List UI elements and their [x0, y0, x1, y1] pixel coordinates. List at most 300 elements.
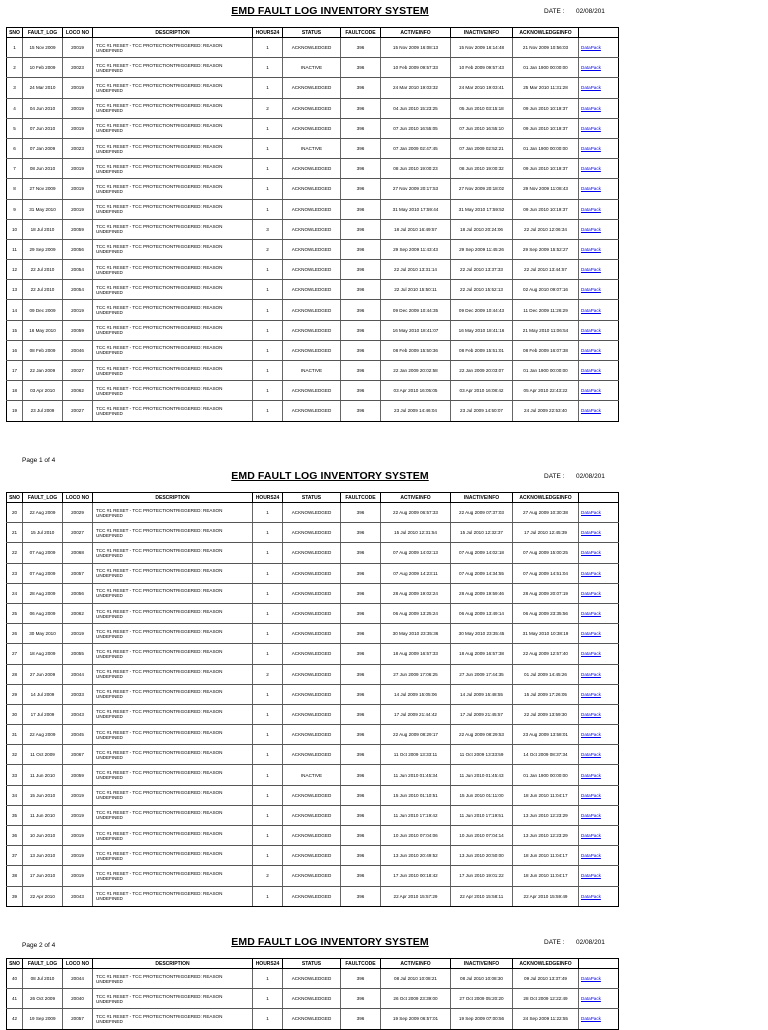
datapack-link[interactable]: DataPack — [579, 725, 619, 745]
description-cell: TCC #1 RESET - TCC PROTECTIONTRIGGERED: REASON UNDEFINED — [93, 38, 253, 58]
sno-cell: 6 — [7, 138, 23, 158]
hours-cell: 2 — [253, 866, 283, 886]
faultcode-cell: 396 — [341, 989, 381, 1009]
fault-log-cell: 22 Aug 2009 — [23, 503, 63, 523]
inactiveinfo-cell: 15 Nov 2009 16:14:48 — [451, 38, 513, 58]
loco-no-cell: 20059 — [63, 765, 93, 785]
hours-cell: 1 — [253, 280, 283, 300]
datapack-link[interactable]: DataPack — [579, 543, 619, 563]
date-label: DATE : — [544, 8, 565, 15]
inactiveinfo-cell: 11 Jun 2010 01:45:43 — [451, 765, 513, 785]
activeinfo-cell: 03 Apr 2010 16:05:05 — [381, 381, 451, 401]
faultcode-cell: 396 — [341, 765, 381, 785]
faultcode-cell: 396 — [341, 684, 381, 704]
col-sno-header: SNO — [7, 493, 23, 503]
description-cell: TCC #1 RESET - TCC PROTECTIONTRIGGERED: REASON UNDEFINED — [93, 340, 253, 360]
sno-cell: 1 — [7, 38, 23, 58]
hours-cell: 2 — [253, 98, 283, 118]
datapack-link[interactable]: DataPack — [579, 260, 619, 280]
description-cell: TCC #1 RESET - TCC PROTECTIONTRIGGERED: REASON UNDEFINED — [93, 118, 253, 138]
datapack-link[interactable]: DataPack — [579, 401, 619, 421]
faultcode-cell: 396 — [341, 664, 381, 684]
sno-cell: 17 — [7, 361, 23, 381]
datapack-link[interactable]: DataPack — [579, 989, 619, 1009]
description-cell: TCC #1 RESET - TCC PROTECTIONTRIGGERED: REASON UNDEFINED — [93, 805, 253, 825]
faultcode-cell: 396 — [341, 785, 381, 805]
fault-log-cell: 27 Nov 2009 — [23, 179, 63, 199]
hours-cell: 1 — [253, 523, 283, 543]
fault-log-cell: 30 May 2010 — [23, 624, 63, 644]
acknowledgeinfo-cell: 09 Jul 2010 13:37:49 — [513, 969, 579, 989]
sno-cell: 30 — [7, 704, 23, 724]
status-cell: ACKNOWLEDGED — [283, 563, 341, 583]
fault-log-cell: 08 Jul 2010 — [23, 969, 63, 989]
inactiveinfo-cell: 17 Jul 2009 21:45:57 — [451, 704, 513, 724]
sno-cell: 33 — [7, 765, 23, 785]
loco-no-cell: 20040 — [63, 989, 93, 1009]
datapack-link[interactable]: DataPack — [579, 300, 619, 320]
hours-cell: 1 — [253, 199, 283, 219]
fault-log-cell: 22 Aug 2009 — [23, 725, 63, 745]
activeinfo-cell: 30 May 2010 23:35:36 — [381, 624, 451, 644]
loco-no-cell: 20033 — [63, 684, 93, 704]
table-row — [7, 866, 619, 886]
datapack-link[interactable]: DataPack — [579, 361, 619, 381]
fault-log-cell: 22 Jan 2009 — [23, 361, 63, 381]
col-link-header — [579, 28, 619, 38]
table-row — [7, 300, 619, 320]
inactiveinfo-cell: 07 Aug 2009 14:02:18 — [451, 543, 513, 563]
fault-log-cell: 13 Jun 2010 — [23, 846, 63, 866]
table-row — [7, 320, 619, 340]
faultcode-cell: 396 — [341, 583, 381, 603]
status-cell: ACKNOWLEDGED — [283, 98, 341, 118]
fault-log-cell: 10 Jun 2010 — [23, 826, 63, 846]
loco-no-cell: 20057 — [63, 1009, 93, 1029]
table-row — [7, 583, 619, 603]
datapack-link[interactable]: DataPack — [579, 503, 619, 523]
col-acknowledgeinfo-header: ACKNOWLEDGEINFO — [513, 493, 579, 503]
activeinfo-cell: 06 Aug 2009 13:25:24 — [381, 603, 451, 623]
description-cell: TCC #1 RESET - TCC PROTECTIONTRIGGERED: REASON UNDEFINED — [93, 846, 253, 866]
inactiveinfo-cell: 28 Aug 2009 19:59:46 — [451, 583, 513, 603]
datapack-link[interactable]: DataPack — [579, 199, 619, 219]
loco-no-cell: 20019 — [63, 785, 93, 805]
acknowledgeinfo-cell: 05 Apr 2010 22:43:22 — [513, 381, 579, 401]
fault-log-cell: 10 Feb 2009 — [23, 58, 63, 78]
hours-cell: 1 — [253, 159, 283, 179]
fault-log-cell: 15 Jun 2010 — [23, 785, 63, 805]
sno-cell: 36 — [7, 826, 23, 846]
activeinfo-cell: 07 Aug 2009 14:23:11 — [381, 563, 451, 583]
datapack-link[interactable]: DataPack — [579, 381, 619, 401]
loco-no-cell: 20019 — [63, 624, 93, 644]
table-row — [7, 989, 619, 1009]
table-row — [7, 381, 619, 401]
table-row — [7, 765, 619, 785]
sno-cell: 29 — [7, 684, 23, 704]
datapack-link[interactable]: DataPack — [579, 583, 619, 603]
status-cell: ACKNOWLEDGED — [283, 805, 341, 825]
acknowledgeinfo-cell: 23 Aug 2009 13:58:01 — [513, 725, 579, 745]
description-cell: TCC #1 RESET - TCC PROTECTIONTRIGGERED: REASON UNDEFINED — [93, 969, 253, 989]
activeinfo-cell: 29 Sep 2009 11:43:43 — [381, 239, 451, 259]
sno-cell: 21 — [7, 523, 23, 543]
table-row — [7, 361, 619, 381]
faultcode-cell: 396 — [341, 846, 381, 866]
col-hours24-header: HOURS24 — [253, 493, 283, 503]
activeinfo-cell: 10 Feb 2009 09:57:33 — [381, 58, 451, 78]
fault-log-cell: 27 Jun 2009 — [23, 664, 63, 684]
col-loco-no-header: LOCO NO — [63, 28, 93, 38]
fault-log-cell: 07 Jun 2010 — [23, 118, 63, 138]
status-cell: ACKNOWLEDGED — [283, 725, 341, 745]
acknowledgeinfo-cell: 18 Jun 2010 11:04:17 — [513, 846, 579, 866]
description-cell: TCC #1 RESET - TCC PROTECTIONTRIGGERED: REASON UNDEFINED — [93, 664, 253, 684]
sno-cell: 38 — [7, 866, 23, 886]
description-cell: TCC #1 RESET - TCC PROTECTIONTRIGGERED: REASON UNDEFINED — [93, 280, 253, 300]
col-loco-no-header: LOCO NO — [63, 959, 93, 969]
datapack-link[interactable]: DataPack — [579, 523, 619, 543]
activeinfo-cell: 14 Jul 2009 15:05:06 — [381, 684, 451, 704]
sno-cell: 11 — [7, 239, 23, 259]
table-row — [7, 260, 619, 280]
fault-log-table — [6, 27, 619, 422]
status-cell: ACKNOWLEDGED — [283, 300, 341, 320]
sno-cell: 9 — [7, 199, 23, 219]
fault-log-cell: 08 Jun 2010 — [23, 159, 63, 179]
col-status-header: STATUS — [283, 493, 341, 503]
faultcode-cell: 396 — [341, 826, 381, 846]
fault-log-cell: 09 Dec 2009 — [23, 300, 63, 320]
inactiveinfo-cell: 08 Feb 2009 15:51:01 — [451, 340, 513, 360]
date-value: 02/08/201 — [576, 8, 605, 15]
acknowledgeinfo-cell: 31 May 2010 10:38:19 — [513, 624, 579, 644]
datapack-link[interactable]: DataPack — [579, 664, 619, 684]
inactiveinfo-cell: 15 Jun 2010 01:11:00 — [451, 785, 513, 805]
activeinfo-cell: 18 Aug 2009 16:57:33 — [381, 644, 451, 664]
sno-cell: 2 — [7, 58, 23, 78]
activeinfo-cell: 22 Jan 2009 20:02:58 — [381, 361, 451, 381]
col-faultcode-header: FAULTCODE — [341, 493, 381, 503]
datapack-link[interactable]: DataPack — [579, 866, 619, 886]
fault-log-cell: 11 Jun 2010 — [23, 805, 63, 825]
fault-log-cell: 07 Aug 2009 — [23, 563, 63, 583]
faultcode-cell: 396 — [341, 1009, 381, 1029]
hours-cell: 1 — [253, 969, 283, 989]
datapack-link[interactable]: DataPack — [579, 644, 619, 664]
acknowledgeinfo-cell: 17 Jul 2010 12:45:39 — [513, 523, 579, 543]
loco-no-cell: 20059 — [63, 320, 93, 340]
sno-cell: 26 — [7, 624, 23, 644]
col-inactiveinfo-header: INACTIVEINFO — [451, 28, 513, 38]
table-row — [7, 704, 619, 724]
datapack-link[interactable]: DataPack — [579, 704, 619, 724]
faultcode-cell: 396 — [341, 563, 381, 583]
description-cell: TCC #1 RESET - TCC PROTECTIONTRIGGERED: REASON UNDEFINED — [93, 563, 253, 583]
hours-cell: 1 — [253, 805, 283, 825]
loco-no-cell: 20055 — [63, 644, 93, 664]
datapack-link[interactable]: DataPack — [579, 826, 619, 846]
inactiveinfo-cell: 11 Oct 2009 13:33:59 — [451, 745, 513, 765]
sno-cell: 40 — [7, 969, 23, 989]
acknowledgeinfo-cell: 22 Jul 2010 13:44:57 — [513, 260, 579, 280]
sno-cell: 4 — [7, 98, 23, 118]
inactiveinfo-cell: 27 Oct 2009 05:20:20 — [451, 989, 513, 1009]
hours-cell: 1 — [253, 624, 283, 644]
datapack-link[interactable]: DataPack — [579, 98, 619, 118]
status-cell: ACKNOWLEDGED — [283, 543, 341, 563]
loco-no-cell: 20056 — [63, 583, 93, 603]
hours-cell: 1 — [253, 138, 283, 158]
datapack-link[interactable]: DataPack — [579, 179, 619, 199]
description-cell: TCC #1 RESET - TCC PROTECTIONTRIGGERED: REASON UNDEFINED — [93, 543, 253, 563]
faultcode-cell: 396 — [341, 704, 381, 724]
hours-cell: 1 — [253, 765, 283, 785]
loco-no-cell: 20019 — [63, 179, 93, 199]
sno-cell: 7 — [7, 159, 23, 179]
datapack-link[interactable]: DataPack — [579, 239, 619, 259]
inactiveinfo-cell: 30 May 2010 23:35:45 — [451, 624, 513, 644]
datapack-link[interactable]: DataPack — [579, 219, 619, 239]
activeinfo-cell: 08 Jul 2010 10:08:21 — [381, 969, 451, 989]
col-status-header: STATUS — [283, 959, 341, 969]
acknowledgeinfo-cell: 08 Feb 2009 16:07:38 — [513, 340, 579, 360]
col-status-header: STATUS — [283, 28, 341, 38]
col-sno-header: SNO — [7, 28, 23, 38]
acknowledgeinfo-cell: 09 Jun 2010 10:19:37 — [513, 118, 579, 138]
loco-no-cell: 20027 — [63, 361, 93, 381]
datapack-link[interactable]: DataPack — [579, 684, 619, 704]
acknowledgeinfo-cell: 13 Jun 2010 12:23:29 — [513, 805, 579, 825]
col-acknowledgeinfo-header: ACKNOWLEDGEINFO — [513, 28, 579, 38]
loco-no-cell: 20019 — [63, 159, 93, 179]
inactiveinfo-cell: 09 Dec 2009 10:44:43 — [451, 300, 513, 320]
datapack-link[interactable]: DataPack — [579, 118, 619, 138]
faultcode-cell: 396 — [341, 239, 381, 259]
loco-no-cell: 20019 — [63, 866, 93, 886]
faultcode-cell: 396 — [341, 138, 381, 158]
faultcode-cell: 396 — [341, 969, 381, 989]
activeinfo-cell: 04 Jun 2010 15:23:25 — [381, 98, 451, 118]
report-title: EMD FAULT LOG INVENTORY SYSTEM — [231, 5, 429, 17]
inactiveinfo-cell: 14 Jul 2009 15:48:55 — [451, 684, 513, 704]
activeinfo-cell: 16 May 2010 18:41:07 — [381, 320, 451, 340]
fault-log-cell: 28 Aug 2009 — [23, 583, 63, 603]
datapack-link[interactable]: DataPack — [579, 969, 619, 989]
status-cell: ACKNOWLEDGED — [283, 118, 341, 138]
activeinfo-cell: 19 Sep 2009 06:57:01 — [381, 1009, 451, 1029]
activeinfo-cell: 15 Nov 2009 16:08:13 — [381, 38, 451, 58]
datapack-link[interactable]: DataPack — [579, 58, 619, 78]
description-cell: TCC #1 RESET - TCC PROTECTIONTRIGGERED: REASON UNDEFINED — [93, 765, 253, 785]
status-cell: ACKNOWLEDGED — [283, 866, 341, 886]
status-cell: ACKNOWLEDGED — [283, 38, 341, 58]
sno-cell: 28 — [7, 664, 23, 684]
description-cell: TCC #1 RESET - TCC PROTECTIONTRIGGERED: REASON UNDEFINED — [93, 826, 253, 846]
col-description-header: DESCRIPTION — [93, 493, 253, 503]
faultcode-cell: 396 — [341, 320, 381, 340]
datapack-link[interactable]: DataPack — [579, 138, 619, 158]
sno-cell: 19 — [7, 401, 23, 421]
datapack-link[interactable]: DataPack — [579, 886, 619, 906]
hours-cell: 1 — [253, 785, 283, 805]
sno-cell: 5 — [7, 118, 23, 138]
description-cell: TCC #1 RESET - TCC PROTECTIONTRIGGERED: REASON UNDEFINED — [93, 361, 253, 381]
table-row — [7, 401, 619, 421]
fault-log-cell: 11 Oct 2009 — [23, 745, 63, 765]
loco-no-cell: 20062 — [63, 381, 93, 401]
hours-cell: 2 — [253, 664, 283, 684]
loco-no-cell: 20043 — [63, 704, 93, 724]
sno-cell: 13 — [7, 280, 23, 300]
col-hours24-header: HOURS24 — [253, 959, 283, 969]
report-title: EMD FAULT LOG INVENTORY SYSTEM — [231, 470, 429, 482]
inactiveinfo-cell: 22 Aug 2009 07:37:03 — [451, 503, 513, 523]
datapack-link[interactable]: DataPack — [579, 320, 619, 340]
datapack-link[interactable]: DataPack — [579, 603, 619, 623]
col-description-header: DESCRIPTION — [93, 28, 253, 38]
report-title: EMD FAULT LOG INVENTORY SYSTEM — [231, 936, 429, 948]
acknowledgeinfo-cell: 18 Jun 2010 11:04:17 — [513, 866, 579, 886]
hours-cell: 1 — [253, 300, 283, 320]
acknowledgeinfo-cell: 01 Jan 1900 00:00:00 — [513, 361, 579, 381]
activeinfo-cell: 08 Feb 2009 15:50:36 — [381, 340, 451, 360]
loco-no-cell: 20067 — [63, 745, 93, 765]
inactiveinfo-cell: 15 Jul 2010 12:32:37 — [451, 523, 513, 543]
acknowledgeinfo-cell: 11 Dec 2009 11:26:29 — [513, 300, 579, 320]
acknowledgeinfo-cell: 01 Jul 2009 14:45:26 — [513, 664, 579, 684]
status-cell: ACKNOWLEDGED — [283, 603, 341, 623]
hours-cell: 1 — [253, 886, 283, 906]
fault-log-cell: 16 May 2010 — [23, 320, 63, 340]
fault-log-cell: 23 Jul 2009 — [23, 401, 63, 421]
datapack-link[interactable]: DataPack — [579, 340, 619, 360]
status-cell: ACKNOWLEDGED — [283, 989, 341, 1009]
status-cell: ACKNOWLEDGED — [283, 219, 341, 239]
loco-no-cell: 20027 — [63, 523, 93, 543]
datapack-link[interactable]: DataPack — [579, 1009, 619, 1029]
datapack-link[interactable]: DataPack — [579, 846, 619, 866]
status-cell: ACKNOWLEDGED — [283, 78, 341, 98]
datapack-link[interactable]: DataPack — [579, 624, 619, 644]
inactiveinfo-cell: 10 Jun 2010 07:04:14 — [451, 826, 513, 846]
faultcode-cell: 396 — [341, 543, 381, 563]
acknowledgeinfo-cell: 07 Aug 2009 14:51:04 — [513, 563, 579, 583]
acknowledgeinfo-cell: 29 Nov 2009 11:08:43 — [513, 179, 579, 199]
fault-log-cell: 17 Jun 2010 — [23, 866, 63, 886]
activeinfo-cell: 22 Jul 2010 13:31:14 — [381, 260, 451, 280]
table-row — [7, 118, 619, 138]
table-row — [7, 785, 619, 805]
activeinfo-cell: 09 Dec 2009 10:44:35 — [381, 300, 451, 320]
inactiveinfo-cell: 27 Nov 2009 20:18:02 — [451, 179, 513, 199]
table-row — [7, 725, 619, 745]
activeinfo-cell: 07 Jan 2009 02:47:45 — [381, 138, 451, 158]
loco-no-cell: 20059 — [63, 219, 93, 239]
inactiveinfo-cell: 29 Sep 2009 11:45:26 — [451, 239, 513, 259]
fault-log-cell: 08 Feb 2009 — [23, 340, 63, 360]
status-cell: ACKNOWLEDGED — [283, 624, 341, 644]
description-cell: TCC #1 RESET - TCC PROTECTIONTRIGGERED: REASON UNDEFINED — [93, 1009, 253, 1029]
sno-cell: 12 — [7, 260, 23, 280]
datapack-link[interactable]: DataPack — [579, 805, 619, 825]
hours-cell: 1 — [253, 1009, 283, 1029]
col-inactiveinfo-header: INACTIVEINFO — [451, 959, 513, 969]
table-row — [7, 826, 619, 846]
description-cell: TCC #1 RESET - TCC PROTECTIONTRIGGERED: REASON UNDEFINED — [93, 58, 253, 78]
loco-no-cell: 20019 — [63, 300, 93, 320]
description-cell: TCC #1 RESET - TCC PROTECTIONTRIGGERED: REASON UNDEFINED — [93, 866, 253, 886]
datapack-link[interactable]: DataPack — [579, 563, 619, 583]
datapack-link[interactable]: DataPack — [579, 765, 619, 785]
loco-no-cell: 20029 — [63, 503, 93, 523]
col-faultcode-header: FAULTCODE — [341, 959, 381, 969]
datapack-link[interactable]: DataPack — [579, 745, 619, 765]
status-cell: ACKNOWLEDGED — [283, 826, 341, 846]
table-row — [7, 280, 619, 300]
inactiveinfo-cell: 24 Mar 2010 19:03:41 — [451, 78, 513, 98]
datapack-link[interactable]: DataPack — [579, 785, 619, 805]
datapack-link[interactable]: DataPack — [579, 159, 619, 179]
status-cell: ACKNOWLEDGED — [283, 159, 341, 179]
sno-cell: 41 — [7, 989, 23, 1009]
faultcode-cell: 396 — [341, 179, 381, 199]
faultcode-cell: 396 — [341, 199, 381, 219]
col-description-header: DESCRIPTION — [93, 959, 253, 969]
description-cell: TCC #1 RESET - TCC PROTECTIONTRIGGERED: REASON UNDEFINED — [93, 745, 253, 765]
faultcode-cell: 396 — [341, 503, 381, 523]
faultcode-cell: 396 — [341, 644, 381, 664]
acknowledgeinfo-cell: 13 Jun 2010 12:23:29 — [513, 826, 579, 846]
description-cell: TCC #1 RESET - TCC PROTECTIONTRIGGERED: REASON UNDEFINED — [93, 98, 253, 118]
acknowledgeinfo-cell: 07 Aug 2009 15:00:25 — [513, 543, 579, 563]
activeinfo-cell: 11 Jun 2010 01:45:34 — [381, 765, 451, 785]
sno-cell: 20 — [7, 503, 23, 523]
table-row — [7, 745, 619, 765]
acknowledgeinfo-cell: 22 Aug 2009 12:57:40 — [513, 644, 579, 664]
description-cell: TCC #1 RESET - TCC PROTECTIONTRIGGERED: REASON UNDEFINED — [93, 260, 253, 280]
description-cell: TCC #1 RESET - TCC PROTECTIONTRIGGERED: REASON UNDEFINED — [93, 644, 253, 664]
col-fault-log-header: FAULT_LOG — [23, 493, 63, 503]
status-cell: ACKNOWLEDGED — [283, 785, 341, 805]
acknowledgeinfo-cell: 01 Jan 1900 00:00:00 — [513, 138, 579, 158]
inactiveinfo-cell: 22 Jul 2010 13:37:33 — [451, 260, 513, 280]
inactiveinfo-cell: 11 Jun 2010 17:19:51 — [451, 805, 513, 825]
loco-no-cell: 20019 — [63, 199, 93, 219]
inactiveinfo-cell: 03 Apr 2010 16:08:42 — [451, 381, 513, 401]
status-cell: ACKNOWLEDGED — [283, 684, 341, 704]
acknowledgeinfo-cell: 22 Apr 2010 15:59:49 — [513, 886, 579, 906]
datapack-link[interactable]: DataPack — [579, 280, 619, 300]
fault-log-cell: 22 Apr 2010 — [23, 886, 63, 906]
status-cell: ACKNOWLEDGED — [283, 704, 341, 724]
date-value: 02/08/201 — [576, 939, 605, 946]
col-faultcode-header: FAULTCODE — [341, 28, 381, 38]
fault-log-cell: 26 Oct 2009 — [23, 989, 63, 1009]
loco-no-cell: 20019 — [63, 78, 93, 98]
sno-cell: 16 — [7, 340, 23, 360]
fault-log-cell: 24 Mar 2010 — [23, 78, 63, 98]
datapack-link[interactable]: DataPack — [579, 78, 619, 98]
description-cell: TCC #1 RESET - TCC PROTECTIONTRIGGERED: REASON UNDEFINED — [93, 503, 253, 523]
date-value: 02/08/201 — [576, 473, 605, 480]
inactiveinfo-cell: 31 May 2010 17:59:52 — [451, 199, 513, 219]
status-cell: ACKNOWLEDGED — [283, 644, 341, 664]
table-row — [7, 846, 619, 866]
faultcode-cell: 396 — [341, 340, 381, 360]
datapack-link[interactable]: DataPack — [579, 38, 619, 58]
